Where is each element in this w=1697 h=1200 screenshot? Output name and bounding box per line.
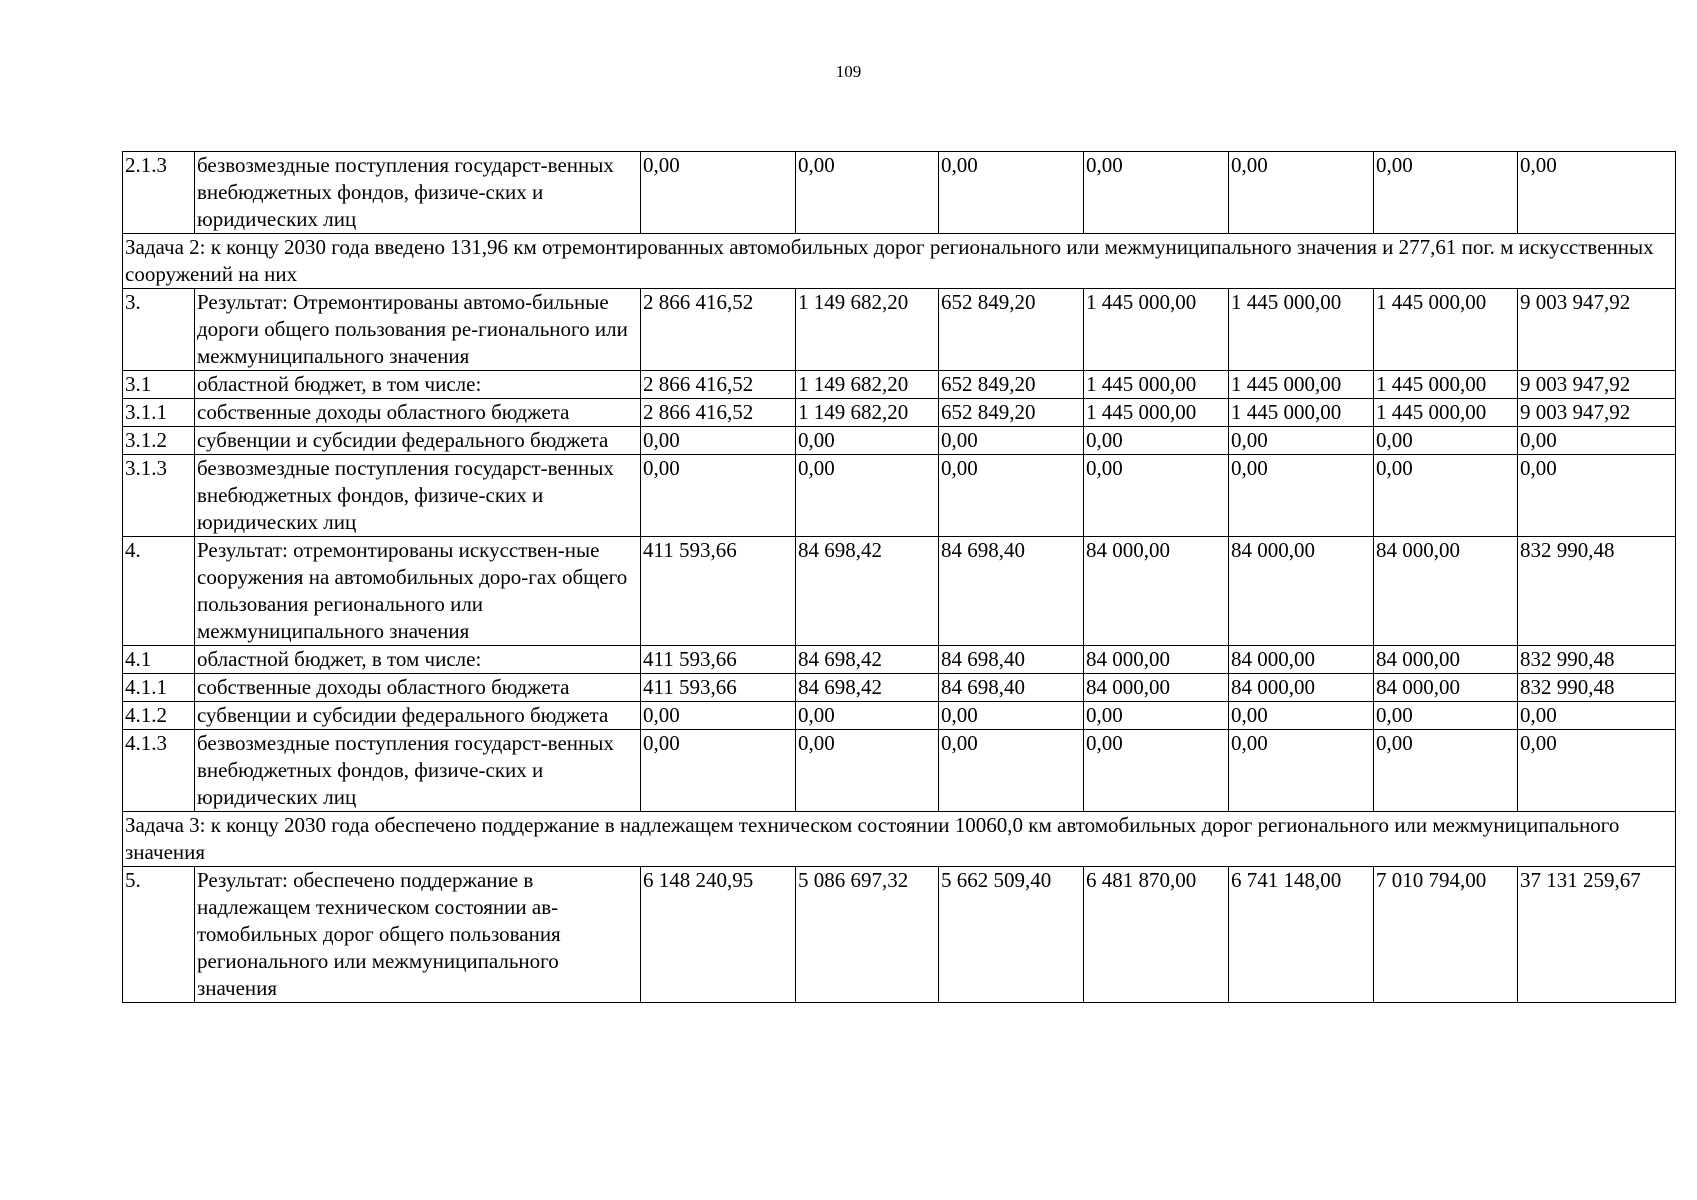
value-cell: 1 445 000,00 xyxy=(1084,399,1229,427)
row-number: 4.1.1 xyxy=(123,674,195,702)
value-cell: 0,00 xyxy=(1229,455,1374,537)
value-cell: 0,00 xyxy=(1229,427,1374,455)
value-cell: 9 003 947,92 xyxy=(1518,289,1676,371)
value-cell: 9 003 947,92 xyxy=(1518,399,1676,427)
value-cell: 0,00 xyxy=(1374,455,1518,537)
value-cell: 1 445 000,00 xyxy=(1229,289,1374,371)
row-number: 4. xyxy=(123,537,195,646)
value-cell: 0,00 xyxy=(939,152,1084,234)
value-cell: 84 000,00 xyxy=(1084,646,1229,674)
value-cell: 652 849,20 xyxy=(939,289,1084,371)
value-cell: 0,00 xyxy=(796,702,939,730)
value-cell: 0,00 xyxy=(1084,730,1229,812)
value-cell: 9 003 947,92 xyxy=(1518,371,1676,399)
value-cell: 1 149 682,20 xyxy=(796,289,939,371)
row-number: 3. xyxy=(123,289,195,371)
value-cell: 0,00 xyxy=(1374,702,1518,730)
row-number: 3.1.1 xyxy=(123,399,195,427)
row-name: безвозмездные поступления государст-венных внебюджетных фондов, физиче-ских и юридических лиц xyxy=(195,455,641,537)
row-number: 2.1.3 xyxy=(123,152,195,234)
table-row xyxy=(123,867,1676,1003)
table-row xyxy=(123,289,1676,371)
value-cell: 0,00 xyxy=(1374,730,1518,812)
task-row xyxy=(123,812,1676,867)
value-cell: 0,00 xyxy=(939,702,1084,730)
value-cell: 5 662 509,40 xyxy=(939,867,1084,1003)
value-cell: 0,00 xyxy=(1084,427,1229,455)
value-cell: 652 849,20 xyxy=(939,399,1084,427)
value-cell: 0,00 xyxy=(1229,152,1374,234)
value-cell: 7 010 794,00 xyxy=(1374,867,1518,1003)
value-cell: 0,00 xyxy=(1374,427,1518,455)
value-cell: 84 698,42 xyxy=(796,674,939,702)
table-row xyxy=(123,646,1676,674)
value-cell: 84 698,40 xyxy=(939,646,1084,674)
value-cell: 5 086 697,32 xyxy=(796,867,939,1003)
value-cell: 832 990,48 xyxy=(1518,646,1676,674)
value-cell: 0,00 xyxy=(641,152,796,234)
row-name: собственные доходы областного бюджета xyxy=(195,399,641,427)
value-cell: 2 866 416,52 xyxy=(641,399,796,427)
value-cell: 0,00 xyxy=(1084,152,1229,234)
value-cell: 84 000,00 xyxy=(1229,646,1374,674)
value-cell: 2 866 416,52 xyxy=(641,289,796,371)
value-cell: 0,00 xyxy=(641,427,796,455)
value-cell: 0,00 xyxy=(641,702,796,730)
table-row xyxy=(123,152,1676,234)
value-cell: 6 481 870,00 xyxy=(1084,867,1229,1003)
value-cell: 0,00 xyxy=(939,427,1084,455)
row-number: 3.1.3 xyxy=(123,455,195,537)
row-number: 4.1.3 xyxy=(123,730,195,812)
value-cell: 1 445 000,00 xyxy=(1084,289,1229,371)
value-cell: 411 593,66 xyxy=(641,674,796,702)
value-cell: 84 000,00 xyxy=(1229,537,1374,646)
table-row xyxy=(123,455,1676,537)
budget-table-body xyxy=(123,152,1676,1003)
value-cell: 1 445 000,00 xyxy=(1229,399,1374,427)
row-number: 4.1.2 xyxy=(123,702,195,730)
table-row xyxy=(123,427,1676,455)
value-cell: 84 000,00 xyxy=(1374,646,1518,674)
row-name: безвозмездные поступления государст-венных внебюджетных фондов, физиче-ских и юридических лиц xyxy=(195,730,641,812)
value-cell: 84 698,40 xyxy=(939,674,1084,702)
value-cell: 0,00 xyxy=(1229,702,1374,730)
row-number: 5. xyxy=(123,867,195,1003)
value-cell: 0,00 xyxy=(1518,427,1676,455)
value-cell: 0,00 xyxy=(939,730,1084,812)
value-cell: 84 000,00 xyxy=(1229,674,1374,702)
value-cell: 84 000,00 xyxy=(1084,674,1229,702)
table-row xyxy=(123,371,1676,399)
page-number: 109 xyxy=(835,62,862,81)
value-cell: 2 866 416,52 xyxy=(641,371,796,399)
value-cell: 1 149 682,20 xyxy=(796,371,939,399)
value-cell: 84 000,00 xyxy=(1374,537,1518,646)
value-cell: 1 445 000,00 xyxy=(1229,371,1374,399)
row-number: 3.1.2 xyxy=(123,427,195,455)
row-name: Результат: отремонтированы искусствен-ные сооружения на автомобильных доро-гах общего пользования регионального или межмуниципального значения xyxy=(195,537,641,646)
value-cell: 0,00 xyxy=(1518,152,1676,234)
value-cell: 0,00 xyxy=(796,730,939,812)
row-name: субвенции и субсидии федерального бюджета xyxy=(195,702,641,730)
value-cell: 0,00 xyxy=(796,152,939,234)
table-row xyxy=(123,674,1676,702)
value-cell: 6 148 240,95 xyxy=(641,867,796,1003)
table-row xyxy=(123,730,1676,812)
value-cell: 0,00 xyxy=(1084,702,1229,730)
row-name: безвозмездные поступления государст-венных внебюджетных фондов, физиче-ских и юридических лиц xyxy=(195,152,641,234)
budget-table xyxy=(122,151,1676,1003)
value-cell: 84 000,00 xyxy=(1084,537,1229,646)
value-cell: 0,00 xyxy=(796,455,939,537)
value-cell: 411 593,66 xyxy=(641,537,796,646)
table-row xyxy=(123,702,1676,730)
task-description: Задача 2: к концу 2030 года введено 131,96 км отремонтированных автомобильных дорог регионального или межмуниципального значения и 277,61 пог. м искусственных сооружений на них xyxy=(123,234,1676,289)
value-cell: 0,00 xyxy=(796,427,939,455)
row-name: субвенции и субсидии федерального бюджета xyxy=(195,427,641,455)
value-cell: 0,00 xyxy=(1374,152,1518,234)
value-cell: 1 445 000,00 xyxy=(1374,289,1518,371)
value-cell: 84 698,42 xyxy=(796,537,939,646)
value-cell: 1 149 682,20 xyxy=(796,399,939,427)
row-number: 3.1 xyxy=(123,371,195,399)
value-cell: 0,00 xyxy=(1518,702,1676,730)
value-cell: 832 990,48 xyxy=(1518,537,1676,646)
table-row xyxy=(123,399,1676,427)
value-cell: 0,00 xyxy=(1229,730,1374,812)
value-cell: 37 131 259,67 xyxy=(1518,867,1676,1003)
row-name: собственные доходы областного бюджета xyxy=(195,674,641,702)
value-cell: 0,00 xyxy=(1518,730,1676,812)
task-description: Задача 3: к концу 2030 года обеспечено поддержание в надлежащем техническом состоянии 10060,0 км автомобильных дорог регионального или межмуниципального значения xyxy=(123,812,1676,867)
row-name: областной бюджет, в том числе: xyxy=(195,646,641,674)
value-cell: 84 698,42 xyxy=(796,646,939,674)
task-row xyxy=(123,234,1676,289)
value-cell: 652 849,20 xyxy=(939,371,1084,399)
row-name: Результат: Отремонтированы автомо-бильные дороги общего пользования ре-гионального или межмуниципального значения xyxy=(195,289,641,371)
row-name: Результат: обеспечено поддержание в надлежащем техническом состоянии ав-томобильных дорог общего пользования регионального или межмуниципального значения xyxy=(195,867,641,1003)
value-cell: 0,00 xyxy=(1084,455,1229,537)
value-cell: 1 445 000,00 xyxy=(1374,399,1518,427)
value-cell: 0,00 xyxy=(641,730,796,812)
value-cell: 0,00 xyxy=(641,455,796,537)
table-row xyxy=(123,537,1676,646)
value-cell: 84 000,00 xyxy=(1374,674,1518,702)
value-cell: 6 741 148,00 xyxy=(1229,867,1374,1003)
value-cell: 84 698,40 xyxy=(939,537,1084,646)
value-cell: 0,00 xyxy=(939,455,1084,537)
value-cell: 411 593,66 xyxy=(641,646,796,674)
value-cell: 0,00 xyxy=(1518,455,1676,537)
row-name: областной бюджет, в том числе: xyxy=(195,371,641,399)
row-number: 4.1 xyxy=(123,646,195,674)
value-cell: 1 445 000,00 xyxy=(1374,371,1518,399)
value-cell: 832 990,48 xyxy=(1518,674,1676,702)
value-cell: 1 445 000,00 xyxy=(1084,371,1229,399)
